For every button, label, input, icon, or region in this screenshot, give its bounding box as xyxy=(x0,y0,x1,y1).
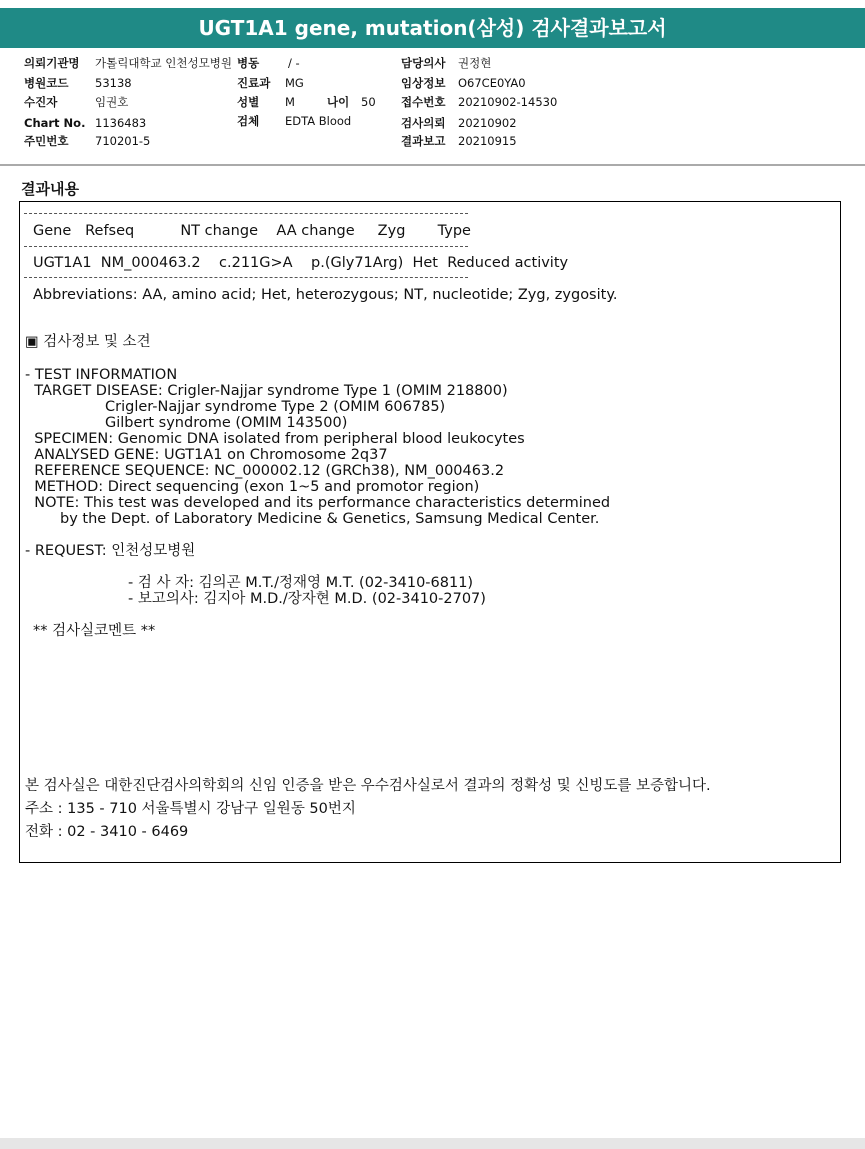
certification: 본 검사실은 대한진단검사의학회의 신임 인증을 받은 우수검사실로서 결과의 정확성 및 신빙도를 보증합니다. xyxy=(25,778,711,794)
table-header: Gene Refseq NT change AA change Zyg Type xyxy=(33,223,471,239)
note-2: by the Dept. of Laboratory Medicine & Genetics, Samsung Medical Center. xyxy=(60,511,600,527)
table-bottom-divider xyxy=(24,277,468,279)
hospital-code-value: 53138 xyxy=(95,76,132,90)
resident-no-value: 710201-5 xyxy=(95,134,151,148)
resident-no-label: 주민번호 xyxy=(24,134,69,148)
info-heading: ▣ 검사정보 및 소견 xyxy=(25,334,151,350)
request-date-label: 검사의뢰 xyxy=(401,116,446,130)
phone: 전화 : 02 - 3410 - 6469 xyxy=(25,824,189,840)
ward-value: / - xyxy=(288,56,300,70)
patient-value: 임권호 xyxy=(95,95,129,109)
department-label: 진료과 xyxy=(237,76,271,90)
department-value: MG xyxy=(285,76,304,90)
lab-comment: ** 검사실코멘트 ** xyxy=(33,623,156,639)
method: METHOD: Direct sequencing (exon 1~5 and promotor region) xyxy=(25,479,480,495)
reference-sequence: REFERENCE SEQUENCE: NC_000002.12 (GRCh38), NM_000463.2 xyxy=(25,463,505,479)
report-title: UGT1A1 gene, mutation(삼성) 검사결과보고서 xyxy=(0,8,865,48)
patient-info-panel xyxy=(0,48,865,166)
clinical-info-value: O67CE0YA0 xyxy=(458,76,526,90)
request-date-value: 20210902 xyxy=(458,116,517,130)
sex-value: M xyxy=(285,95,295,109)
physician-value: 권정현 xyxy=(458,56,492,70)
receipt-no-value: 20210902-14530 xyxy=(458,95,558,109)
note: NOTE: This test was developed and its performance characteristics determined xyxy=(25,495,611,511)
target-disease-2: Crigler-Najjar syndrome Type 2 (OMIM 606785) xyxy=(105,399,446,415)
report-date-label: 결과보고 xyxy=(401,134,446,148)
institution-label: 의뢰기관명 xyxy=(24,56,80,70)
sex-label: 성별 xyxy=(237,95,260,109)
abbreviations: Abbreviations: AA, amino acid; Het, heterozygous; NT, nucleotide; Zyg, zygosity. xyxy=(33,287,618,303)
test-info-title: - TEST INFORMATION xyxy=(25,367,178,383)
table-row: UGT1A1 NM_000463.2 c.211G>A p.(Gly71Arg) Het Reduced activity xyxy=(33,255,569,271)
chart-no-label: Chart No. xyxy=(24,116,86,130)
age-label: 나이 xyxy=(327,95,350,109)
report-date-value: 20210915 xyxy=(458,134,517,148)
hospital-code-label: 병원코드 xyxy=(24,76,69,90)
chart-no-value: 1136483 xyxy=(95,116,147,130)
target-disease-3: Gilbert syndrome (OMIM 143500) xyxy=(105,415,348,431)
physician-label: 담당의사 xyxy=(401,56,446,70)
reporter-line: - 보고의사: 김지아 M.D./장자현 M.D. (02-3410-2707) xyxy=(128,591,486,607)
clinical-info-label: 임상정보 xyxy=(401,76,446,90)
receipt-no-label: 접수번호 xyxy=(401,95,446,109)
address: 주소 : 135 - 710 서울특별시 강남구 일원동 50번지 xyxy=(25,801,356,817)
results-section-title: 결과내용 xyxy=(21,180,79,198)
specimen-value: EDTA Blood xyxy=(285,114,352,128)
age-value: 50 xyxy=(361,95,376,109)
patient-label: 수진자 xyxy=(24,95,58,109)
table-header-divider xyxy=(24,246,468,248)
request-line: - REQUEST: 인천성모병원 xyxy=(25,543,196,559)
institution-value: 가톨릭대학교 인천성모병원 xyxy=(95,56,232,70)
footer-bar xyxy=(0,1138,865,1149)
analysed-gene: ANALYSED GENE: UGT1A1 on Chromosome 2q37 xyxy=(25,447,388,463)
specimen-label: 검체 xyxy=(237,114,260,128)
target-disease: TARGET DISEASE: Crigler-Najjar syndrome Type 1 (OMIM 218800) xyxy=(25,383,508,399)
examiner-line: - 검 사 자: 김의곤 M.T./정재영 M.T. (02-3410-6811) xyxy=(128,575,474,591)
header-divider xyxy=(0,164,865,166)
table-top-divider xyxy=(24,213,468,215)
specimen-line: SPECIMEN: Genomic DNA isolated from peripheral blood leukocytes xyxy=(25,431,525,447)
results-box xyxy=(19,201,841,863)
ward-label: 병동 xyxy=(237,56,260,70)
